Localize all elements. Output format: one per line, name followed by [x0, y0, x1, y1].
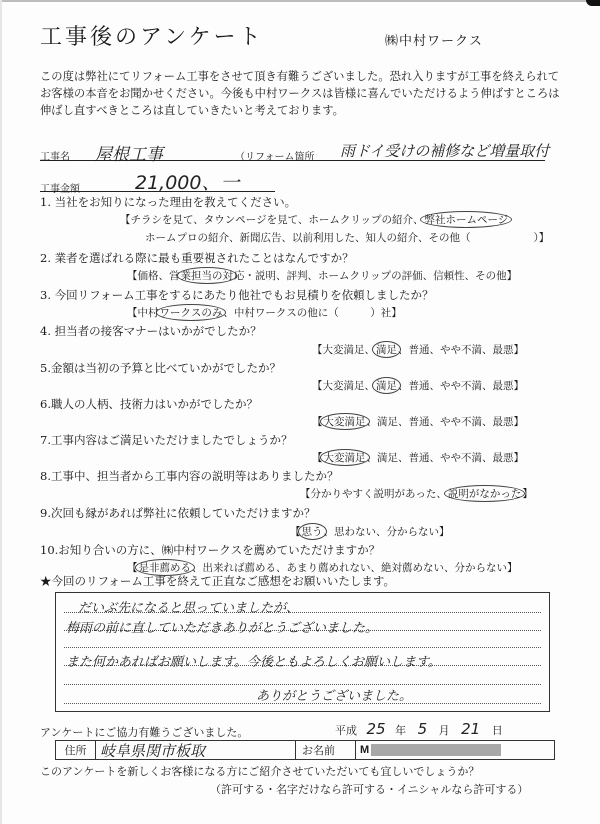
location-label: （リフォーム箇所 — [235, 152, 315, 163]
question-text: 次回も縁があれば弊社に依頼していただけますか？ — [50, 506, 316, 520]
project-name-row — [40, 140, 550, 165]
options-text: 【中村 — [127, 307, 159, 319]
date-field — [335, 720, 503, 738]
scan-corner — [586, 0, 600, 6]
question-3 — [40, 287, 434, 303]
location-value: 雨ドイ受けの補修など増量取付 — [340, 142, 550, 160]
question-number: 5. — [40, 361, 51, 375]
essay-prompt: ★今回のリフォーム工事を終えて正直なご感想をお願いいたします。 — [40, 574, 396, 588]
question-8 — [40, 468, 338, 484]
question-9-options — [290, 524, 450, 539]
question-text: 金額は当初の予算と比べていかがでしたか？ — [50, 361, 281, 375]
year-value: 25 — [366, 720, 386, 738]
question-number: 9. — [40, 506, 51, 520]
options-text: 、中村ワークスの他に（ ）社】 — [223, 307, 402, 319]
address-label — [56, 741, 96, 759]
feedback-box[interactable] — [55, 592, 550, 712]
permission-options[interactable]: （許可する・名字だけなら許可する・イニシャルなら許可する） — [210, 783, 529, 796]
company-name: ㈱中村ワークス — [385, 34, 483, 49]
question-9 — [40, 505, 315, 521]
selected-answer[interactable]: 満足 — [372, 377, 401, 394]
survey-title: 工事後のアンケート — [40, 25, 264, 50]
options-text: 、満足、普通、やや不満、最悪】 — [366, 452, 524, 464]
question-text: 業者を選ばれる際に最も重要視されたことはなんですか？ — [54, 251, 354, 265]
thanks-text: アンケートにご協力有難うございました。 — [40, 726, 249, 739]
options-text: 、満足、普通、やや不満、最悪】 — [366, 416, 524, 428]
question-number: 10. — [40, 543, 59, 557]
name-label-text: お名前 — [302, 744, 335, 757]
selected-answer[interactable]: 大変満足 — [320, 449, 370, 466]
question-text: 工事内容はご満足いただけましたでしょうか？ — [50, 433, 293, 447]
options-text: 応・説明、評判、ホームクリップの評価、信頼性、その他】 — [234, 270, 518, 282]
question-number: 3. — [40, 288, 51, 302]
name-label — [296, 741, 356, 759]
customer-info-table — [55, 740, 555, 760]
name-field[interactable] — [356, 741, 554, 759]
question-text: 職人の人柄、技術力はいかがでしたか？ — [50, 397, 258, 411]
question-number: 1. — [40, 195, 51, 209]
question-5 — [40, 360, 281, 376]
question-1-options-line2: ホームプロの紹介、新聞広告、以前利用した、知人の紹介、その他（ ）】 — [145, 232, 550, 244]
ruled-line — [64, 647, 541, 648]
address-field[interactable] — [96, 741, 296, 759]
feedback-line: ありがとうございました。 — [256, 689, 413, 704]
question-text: 担当者の接客マナーはいかがでしたか？ — [54, 324, 262, 338]
scan-edge-left — [0, 0, 2, 824]
options-text: 【 — [127, 562, 138, 574]
options-text: 【価格、営 — [127, 270, 180, 282]
question-4-options — [312, 342, 524, 357]
selected-answer[interactable]: 思う — [298, 523, 327, 540]
options-text: 【大変満足、 — [312, 380, 375, 392]
selected-answer[interactable]: ワークスのみ — [156, 304, 227, 321]
options-text: 、思わない、分からない】 — [323, 526, 450, 538]
options-text: 【 — [312, 452, 323, 464]
selected-answer[interactable]: 満足 — [372, 341, 401, 358]
options-text: 【分かりやすく説明があった、 — [300, 488, 447, 500]
question-number: 8. — [40, 469, 51, 483]
project-name-label: 工事名 — [40, 152, 70, 163]
options-text: 、出来れば薦める、あまり薦めれない、絶対薦めない、分からない】 — [192, 562, 518, 574]
question-text: 工事中、担当者から工事内容の説明等はありましたか？ — [50, 469, 339, 483]
month-value: 5 — [417, 720, 428, 738]
day-label: 日 — [491, 724, 503, 737]
question-number: 6. — [40, 397, 51, 411]
question-text: 当社をお知りになった理由を教えてください。 — [54, 195, 297, 209]
year-label: 年 — [395, 724, 407, 737]
options-text: 】 — [522, 488, 533, 500]
question-2 — [40, 250, 354, 266]
question-8-options — [300, 486, 533, 501]
question-7-options — [312, 450, 524, 465]
options-text: 、普通、やや不満、最悪】 — [398, 344, 524, 356]
selected-answer[interactable]: 業担当の対 — [177, 267, 238, 284]
question-6 — [40, 396, 258, 412]
question-6-options — [312, 414, 524, 429]
question-4 — [40, 323, 262, 339]
amount-label: 工事金額 — [40, 184, 80, 195]
intro-paragraph: この度は弊社にてリフォーム工事をさせて頂き有難うございました。恐れ入りますが工事を終えられてお客様の本音をお聞かせください。今後も中村ワークスは皆様に喜んでいただけるよう伸ばすところは伸ばし直すべきところは直していきたいと考えております。 — [40, 70, 560, 117]
redacted-name — [371, 744, 501, 756]
question-1-options — [120, 212, 509, 227]
selected-answer[interactable]: 弊社ホームページ — [420, 211, 512, 228]
selected-answer[interactable]: 大変満足 — [320, 413, 370, 430]
amount-value: 21,000、一 — [135, 172, 240, 194]
options-text: 【 — [312, 416, 323, 428]
address-label-text: 住所 — [64, 744, 87, 757]
scan-edge — [0, 0, 600, 2]
question-number: 4. — [40, 324, 51, 338]
question-1 — [40, 194, 296, 210]
feedback-line: 梅雨の前に直していただきありがとうございました。 — [66, 621, 379, 636]
question-text: お知り合いの方に、㈱中村ワークスを薦めていただけますか？ — [58, 543, 381, 557]
question-10 — [40, 542, 380, 558]
question-7 — [40, 432, 292, 448]
address-value: 岐阜県関市板取 — [100, 741, 206, 760]
feedback-line: だいぶ先になると思っていましたが、 — [78, 601, 300, 616]
question-2-options — [127, 268, 517, 283]
selected-answer[interactable]: 是非薦める — [135, 559, 196, 576]
day-value: 21 — [461, 720, 481, 738]
project-name-value: 屋根工事 — [95, 145, 163, 165]
options-text: 【 — [290, 526, 301, 538]
question-number: 7. — [40, 433, 51, 447]
name-initial: M — [360, 744, 370, 756]
options-text: 【チラシを見て、タウンページを見て、ホームクリップの紹介、 — [120, 214, 424, 226]
options-text: 【大変満足、 — [312, 344, 375, 356]
selected-answer[interactable]: 説明がなかった — [444, 485, 526, 502]
feedback-line: また何かあればお願いします。今後ともよろしくお願いします。 — [66, 655, 441, 670]
options-text: 、普通、やや不満、最悪】 — [398, 380, 524, 392]
question-number: 2. — [40, 251, 51, 265]
question-3-options — [127, 305, 402, 320]
era-label: 平成 — [335, 724, 357, 737]
permission-question: このアンケートを新しくお客様になる方にご紹介させていただいても宜しいでしょうか？ — [40, 765, 480, 778]
amount-row — [40, 170, 275, 195]
month-label: 月 — [438, 724, 450, 737]
question-text: 今回リフォーム工事をするにあたり他社でもお見積りを依頼しましたか？ — [54, 288, 434, 302]
question-5-options — [312, 378, 524, 393]
